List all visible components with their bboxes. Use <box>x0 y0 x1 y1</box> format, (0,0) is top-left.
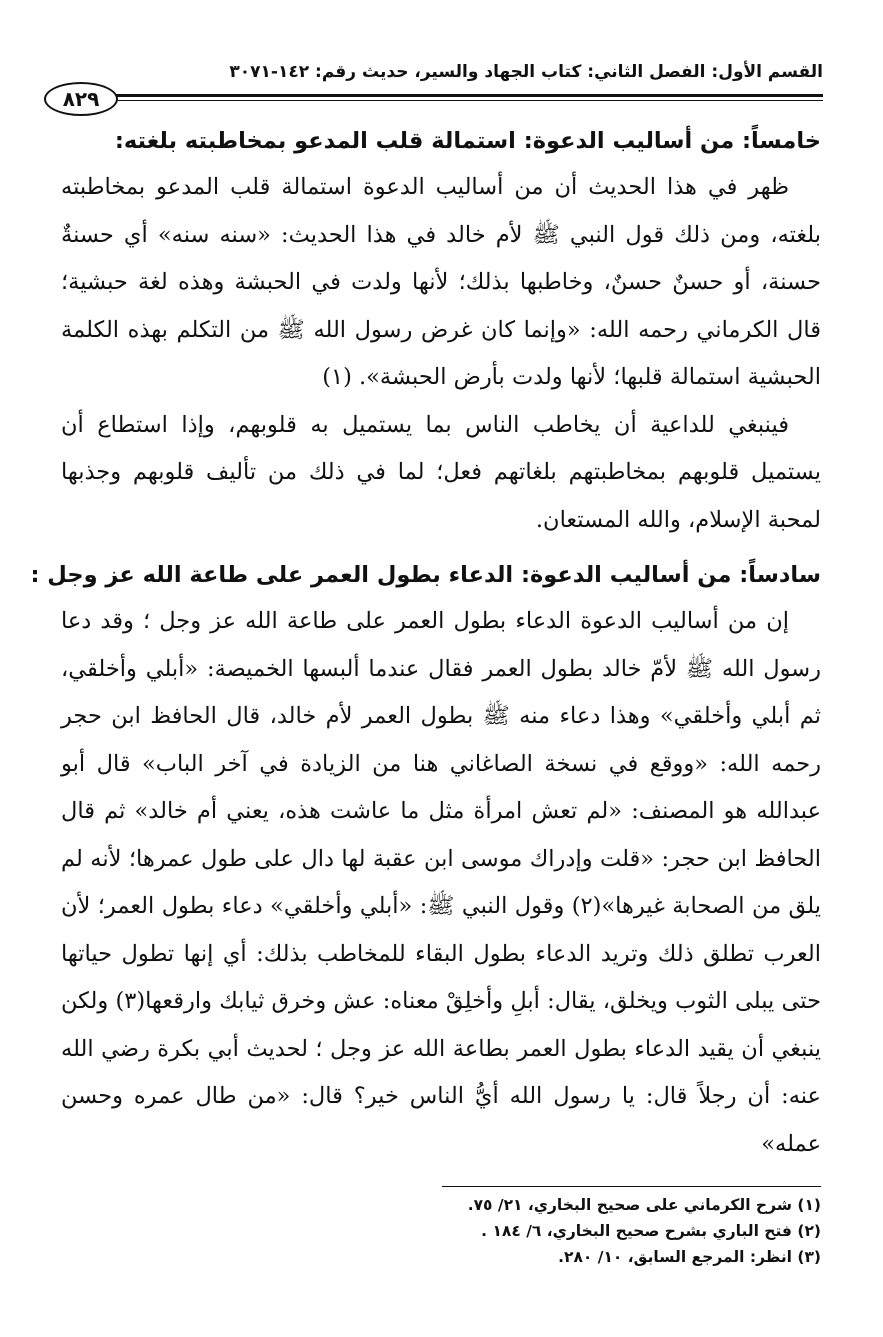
footnote: (٣) انظر: المرجع السابق، ١٠/ ٢٨٠. <box>558 1248 821 1266</box>
footnote: (١) شرح الكرماني على صحيح البخاري، ٢١/ ٧٥. <box>467 1196 821 1214</box>
paragraph: ظهر في هذا الحديث أن من أساليب الدعوة استمالة قلب المدعو بمخاطبته بلغته، ومن ذلك قول النبي ﷺ لأم خالد في هذا الحديث: «سنه سنه» أي حسنةٌ حسنة، أو حسنٌ حسنٌ، وخاطبها بذلك؛ لأنها ولدت في الحبشة وهذه لغة حبشية؛ قال الكرماني رحمه الله: «وإنما كان غرض رسول الله ﷺ من التكلم بهذه الكلمة الحبشية استمالة قلبها؛ لأنها ولدت بأرض الحبشة». (١) <box>61 174 821 390</box>
paragraph: فينبغي للداعية أن يخاطب الناس بما يستميل به قلوبهم، وإذا استطاع أن يستميل قلوبهم بمخاطبتهم بلغاتهم فعل؛ لما في ذلك من تأليف قلوبهم وجذبها لمحبة الإسلام، والله المستعان. <box>61 411 821 533</box>
footnote-rule <box>442 1186 821 1187</box>
section-heading: سادساً: من أساليب الدعوة: الدعاء بطول العمر على طاعة الله عز وجل : <box>30 562 821 588</box>
page-number: ٨٢٩ <box>44 82 118 116</box>
section-heading: خامساً: من أساليب الدعوة: استمالة قلب المدعو بمخاطبته بلغته: <box>114 128 821 154</box>
footnotes <box>121 1192 821 1270</box>
running-header: القسم الأول: الفصل الثاني: كتاب الجهاد والسير، حديث رقم: ١٤٢-٣٠٧١ <box>229 62 823 82</box>
spacer <box>61 544 821 552</box>
main-text <box>30 118 822 1168</box>
footnote: (٢) فتح الباري بشرح صحيح البخاري، ٦/ ١٨٤ . <box>481 1222 821 1240</box>
header-rule <box>112 94 823 101</box>
paragraph: إن من أساليب الدعوة الدعاء بطول العمر على طاعة الله عز وجل ؛ وقد دعا رسول الله ﷺ لأمّ خالد بطول العمر فقال عندما ألبسها الخميصة: «أبلي وأخلقي، ثم أبلي وأخلقي» وهذا دعاء منه ﷺ بطول العمر لأم خالد، قال الحافظ ابن حجر رحمه الله: «ووقع في نسخة الصاغاني هنا من الزيادة في آخر الباب» قال أبو عبدالله هو المصنف: «لم تعش امرأة مثل ما عاشت هذه، يعني أم خالد» ثم قال الحافظ ابن حجر: «قلت وإدراك موسى ابن عقبة لها دال على طول عمرها؛ لأنه لم يلق من الصحابة غيرها»(٢) وقول النبي ﷺ: «أبلي وأخلقي» دعاء بطول العمر؛ لأن العرب تطلق ذلك وتريد الدعاء بطول البقاء للمخاطب بذلك: أي إنها تطول حياتها حتى يبلى الثوب ويخلق، يقال: أبلِ وأخلِقْ معناه: عش وخرق ثيابك وارقعها(٣) ولكن ينبغي أن يقيد الدعاء بطول العمر بطاعة الله عز وجل ؛ لحديث أبي بكرة رضي الله عنه: أن رجلاً قال: يا رسول الله أيُّ الناس خير؟ قال: «من طال عمره وحسن عمله» <box>61 608 822 1157</box>
